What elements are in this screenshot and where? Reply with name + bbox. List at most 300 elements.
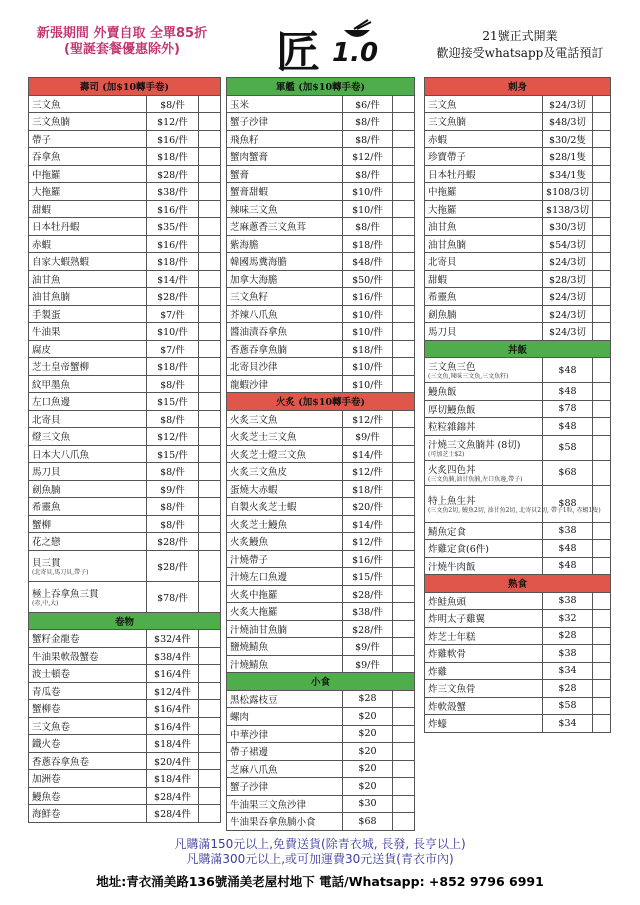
item-label: 馬刀貝	[428, 327, 457, 339]
item-label: 油甘魚	[32, 274, 61, 286]
item-price: $8/件	[147, 95, 199, 113]
item-name	[227, 410, 343, 428]
menu-row	[425, 645, 611, 663]
item-label: 帶子裙邊	[230, 747, 269, 759]
section-header-gunkan: 軍艦 (加$10轉手卷)	[227, 78, 415, 96]
donburi-list	[425, 358, 611, 575]
menu-row	[227, 445, 415, 463]
item-price: $14/件	[147, 270, 199, 288]
item-label: 劍魚腩	[32, 484, 61, 496]
item-label: 希靈魚	[32, 502, 61, 514]
item-name	[29, 665, 147, 683]
menu-row	[29, 410, 221, 428]
menu-row	[227, 323, 415, 341]
menu-row	[29, 463, 221, 481]
menu-row	[425, 418, 611, 436]
menu-row	[29, 393, 221, 411]
item-price: $12/件	[343, 463, 393, 481]
menu-row	[227, 463, 415, 481]
menu-row	[227, 813, 415, 831]
menu-row	[227, 428, 415, 446]
item-price: $38	[543, 645, 593, 663]
menu-row	[425, 592, 611, 610]
item-name	[425, 305, 543, 323]
menu-row	[227, 655, 415, 673]
menu-row	[29, 235, 221, 253]
item-label: 炸蠔	[428, 719, 448, 731]
item-label: 三文魚	[428, 99, 457, 111]
item-name	[29, 647, 147, 665]
item-name	[227, 323, 343, 341]
item-name	[29, 630, 147, 648]
menu-row	[227, 795, 415, 813]
menu-row	[425, 288, 611, 306]
item-name	[227, 708, 343, 726]
menu-row	[227, 708, 415, 726]
item-label: 蟹子沙律	[230, 117, 269, 129]
item-label: 牛油果吞拿魚腩小食	[230, 817, 316, 829]
item-name	[227, 288, 343, 306]
menu-row	[29, 752, 221, 770]
item-price: $16/4件	[147, 700, 199, 718]
item-price: $18/件	[147, 358, 199, 376]
item-label: 厚切鰻魚飯	[428, 404, 476, 416]
item-price: $68	[343, 813, 393, 831]
delivery-line-1: 凡購滿150元以上,免費送貨(除青衣城, 長發, 長亨以上)	[174, 837, 466, 851]
menu-row	[29, 665, 221, 683]
menu-row	[425, 485, 611, 522]
item-price: $24/3切	[543, 323, 593, 341]
item-name	[29, 130, 147, 148]
menu-row	[227, 218, 415, 236]
item-label: 汁燒油甘魚腩	[230, 624, 288, 636]
item-label: 紋甲墨魚	[32, 379, 71, 391]
item-label: 汁燒鯖魚	[230, 659, 269, 671]
menu-row	[425, 680, 611, 698]
menu-row	[425, 540, 611, 558]
item-name	[227, 585, 343, 603]
item-name	[227, 463, 343, 481]
item-price: $12/4件	[147, 682, 199, 700]
item-name	[425, 680, 543, 698]
item-price: $48	[543, 540, 593, 558]
item-name	[29, 235, 147, 253]
menu-row	[227, 253, 415, 271]
menu-row	[425, 165, 611, 183]
item-price: $14/件	[343, 515, 393, 533]
item-price: $15/件	[343, 568, 393, 586]
item-label: 飛魚籽	[230, 134, 259, 146]
item-price: $16/件	[147, 200, 199, 218]
item-label: 油甘魚腩	[32, 292, 71, 304]
item-name	[227, 113, 343, 131]
item-label: 赤蝦	[428, 134, 448, 146]
item-price: $108/3切	[543, 183, 593, 201]
section-header-snacks: 小食	[227, 673, 415, 691]
item-label: 油甘魚	[428, 222, 457, 234]
item-name	[425, 323, 543, 341]
item-label: 花之戀	[32, 537, 61, 549]
item-price: $9/件	[343, 655, 393, 673]
item-label: 三文魚	[32, 99, 61, 111]
item-price: $48/3切	[543, 113, 593, 131]
menu-row	[29, 498, 221, 516]
item-label: 特上魚生丼	[428, 495, 476, 507]
item-label: 玉米	[230, 99, 250, 111]
menu-row	[425, 557, 611, 575]
item-note: (三文魚腩,油甘魚腩,左口魚邊,帶子)	[428, 475, 523, 483]
menu-row	[29, 428, 221, 446]
menu-row	[227, 603, 415, 621]
item-label: 汁燒牛肉飯	[428, 561, 476, 573]
menu-row	[29, 647, 221, 665]
item-label: 炸芝士年糕	[428, 631, 476, 643]
menu-row	[227, 95, 415, 113]
item-price: $38	[543, 522, 593, 540]
item-price: $16/4件	[147, 717, 199, 735]
item-label: 日本大八爪魚	[32, 449, 90, 461]
item-name	[29, 305, 147, 323]
item-label: 希靈魚	[428, 292, 457, 304]
item-price: $30/3切	[543, 218, 593, 236]
item-price: $8/件	[343, 218, 393, 236]
item-label: 蛋燒大赤蝦	[230, 484, 278, 496]
item-name	[425, 557, 543, 575]
section-header-donburi: 丼飯	[425, 340, 611, 358]
menu-row	[29, 358, 221, 376]
item-price: $20	[343, 708, 393, 726]
item-label: 腐皮	[32, 344, 52, 356]
item-price: $10/件	[343, 305, 393, 323]
item-name	[227, 148, 343, 166]
menu-row	[29, 682, 221, 700]
aburi-list	[227, 410, 415, 673]
item-label: 螺肉	[230, 712, 250, 724]
item-label: 芝士皇帝蟹柳	[32, 362, 90, 374]
menu-row	[425, 200, 611, 218]
menu-row	[29, 735, 221, 753]
menu-row	[227, 183, 415, 201]
item-name	[425, 610, 543, 628]
item-name	[227, 428, 343, 446]
item-label: 炸軟殼蟹	[428, 701, 467, 713]
item-label: 中拖羅	[428, 187, 457, 199]
item-name	[227, 498, 343, 516]
menu-row	[425, 253, 611, 271]
item-label: 芝麻蔥香三文魚茸	[230, 222, 307, 234]
item-price: $28/3切	[543, 270, 593, 288]
item-label: 炸雞定食(6件)	[428, 544, 489, 556]
sushi-list	[29, 95, 221, 550]
item-label: 蟹膏甜蝦	[230, 187, 269, 199]
item-name	[227, 655, 343, 673]
section-header-rolls: 卷物	[29, 612, 221, 630]
item-name	[425, 540, 543, 558]
item-label: 黑松露枝豆	[230, 694, 278, 706]
item-label: 火炙三文魚	[230, 414, 278, 426]
promo-banner	[22, 26, 222, 58]
logo-version: 1.0	[332, 38, 379, 68]
item-name	[227, 95, 343, 113]
item-label: 甜蝦	[32, 204, 52, 216]
item-name	[29, 770, 147, 788]
item-price: $54/3切	[543, 235, 593, 253]
menu-row	[29, 375, 221, 393]
menu-row	[425, 148, 611, 166]
item-name	[227, 620, 343, 638]
item-name	[425, 627, 543, 645]
item-name	[29, 148, 147, 166]
item-name	[29, 183, 147, 201]
menu-row	[425, 697, 611, 715]
item-note: (赤,中,大)	[32, 599, 59, 607]
item-name	[29, 393, 147, 411]
item-name	[227, 533, 343, 551]
item-label: 赤蝦	[32, 239, 52, 251]
item-price: $12/件	[343, 410, 393, 428]
item-price: $138/3切	[543, 200, 593, 218]
menu-row	[227, 410, 415, 428]
item-price: $28/件	[147, 288, 199, 306]
item-label: 海鮮卷	[32, 809, 61, 821]
menu-row	[227, 690, 415, 708]
item-name	[425, 460, 543, 485]
menu-row	[29, 787, 221, 805]
item-price: $9/件	[343, 638, 393, 656]
menu-row	[425, 715, 611, 733]
item-label: 三文魚卷	[32, 721, 71, 733]
menu-row	[227, 550, 415, 568]
item-name	[425, 592, 543, 610]
item-price: $15/件	[147, 393, 199, 411]
menu-row	[425, 183, 611, 201]
item-label: 火炙大拖羅	[230, 607, 278, 619]
item-label: 紫海膽	[230, 239, 259, 251]
item-note: (三文魚2切, 鰻魚2切, 油甘魚2切, 北寄貝2切, 帶子1粒, 赤蝦1隻)	[428, 506, 601, 514]
item-label: 韓國馬糞海膽	[230, 257, 288, 269]
item-label: 蟹籽金龍卷	[32, 634, 80, 646]
item-label: 自家大蝦熟蝦	[32, 257, 90, 269]
item-name	[29, 533, 147, 551]
item-name	[227, 480, 343, 498]
item-price: $16/4件	[147, 665, 199, 683]
item-price: $28/件	[343, 585, 393, 603]
menu-row	[29, 340, 221, 358]
item-name	[29, 95, 147, 113]
item-name	[227, 778, 343, 796]
item-price: $12/件	[343, 148, 393, 166]
item-price: $48	[543, 557, 593, 575]
delivery-notice	[0, 837, 640, 867]
item-label: 大拖羅	[428, 204, 457, 216]
item-price: $50/件	[343, 270, 393, 288]
item-name	[425, 95, 543, 113]
menu-column-3	[424, 77, 610, 733]
item-price: $8/件	[147, 498, 199, 516]
menu-row	[227, 130, 415, 148]
item-price: $34/1隻	[543, 165, 593, 183]
item-name	[425, 288, 543, 306]
item-price: $34	[543, 662, 593, 680]
promo-line-2: (聖誕套餐優惠除外)	[64, 42, 180, 57]
menu-row	[425, 130, 611, 148]
logo-kanji: 匠	[276, 27, 318, 78]
item-name	[425, 522, 543, 540]
item-label: 貝三貫	[32, 557, 61, 569]
menu-row	[29, 533, 221, 551]
item-name	[227, 515, 343, 533]
item-price: $9/件	[343, 428, 393, 446]
item-label: 鰻魚飯	[428, 387, 457, 399]
menu-row	[29, 130, 221, 148]
menu-row	[227, 165, 415, 183]
item-price: $34	[543, 715, 593, 733]
item-label: 芝麻八爪魚	[230, 764, 278, 776]
item-label: 帶子	[32, 134, 52, 146]
item-name	[29, 428, 147, 446]
menu-row	[29, 270, 221, 288]
item-name	[29, 700, 147, 718]
menu-row	[425, 305, 611, 323]
menu-row	[425, 662, 611, 680]
item-name	[227, 358, 343, 376]
item-name	[227, 550, 343, 568]
menu-row	[425, 383, 611, 401]
item-price: $20/件	[343, 498, 393, 516]
item-name	[227, 130, 343, 148]
item-label: 加洲卷	[32, 774, 61, 786]
item-label: 火炙鰻魚	[230, 537, 269, 549]
item-label: 劍魚腩	[428, 309, 457, 321]
menu-row	[425, 400, 611, 418]
fried-list	[425, 592, 611, 732]
item-price: $20	[343, 725, 393, 743]
item-label: 馬刀貝	[32, 467, 61, 479]
item-price: $8/件	[147, 515, 199, 533]
item-price: $18/件	[343, 480, 393, 498]
item-name	[29, 340, 147, 358]
item-name	[425, 218, 543, 236]
section-header-sashimi: 刺身	[425, 78, 611, 96]
menu-row	[29, 581, 221, 612]
item-price: $28/4件	[147, 787, 199, 805]
menu-row	[227, 340, 415, 358]
item-price: $30	[343, 795, 393, 813]
item-label: 火炙芝士三文魚	[230, 432, 297, 444]
item-price: $8/件	[147, 410, 199, 428]
item-label: 油甘魚腩	[428, 239, 467, 251]
item-name	[227, 200, 343, 218]
item-price: $38/件	[343, 603, 393, 621]
menu-row	[425, 95, 611, 113]
menu-row	[227, 743, 415, 761]
item-name	[227, 183, 343, 201]
item-price: $10/件	[343, 358, 393, 376]
item-price: $35/件	[147, 218, 199, 236]
item-price: $48	[543, 418, 593, 436]
item-name	[29, 805, 147, 823]
item-label: 鰻魚卷	[32, 791, 61, 803]
item-price: $24/3切	[543, 95, 593, 113]
menu-row	[425, 358, 611, 383]
item-name	[227, 813, 343, 831]
opening-notice	[420, 28, 620, 62]
item-name	[29, 288, 147, 306]
menu-row	[29, 148, 221, 166]
restaurant-logo	[276, 14, 386, 78]
menu-row	[29, 165, 221, 183]
item-name	[227, 235, 343, 253]
item-name	[425, 715, 543, 733]
item-label: 龍蝦沙律	[230, 379, 269, 391]
item-price: $18/4件	[147, 770, 199, 788]
item-label: 汁燒帶子	[230, 554, 269, 566]
item-price: $58	[543, 697, 593, 715]
item-label: 大拖羅	[32, 187, 61, 199]
item-name	[227, 603, 343, 621]
item-price: $88	[543, 485, 593, 522]
item-price: $10/件	[343, 183, 393, 201]
menu-row	[227, 305, 415, 323]
item-label: 中拖羅	[32, 169, 61, 181]
item-label: 鐵火卷	[32, 739, 61, 751]
item-price: $10/件	[343, 200, 393, 218]
item-name	[29, 735, 147, 753]
item-price: $20/4件	[147, 752, 199, 770]
item-price: $16/件	[147, 130, 199, 148]
item-name	[29, 682, 147, 700]
menu-row	[227, 585, 415, 603]
item-name	[227, 253, 343, 271]
item-label: 汁燒三文魚腩丼 (8切)	[428, 439, 521, 451]
item-name	[425, 697, 543, 715]
item-price: $28	[343, 690, 393, 708]
item-name	[227, 270, 343, 288]
item-price: $18/件	[343, 235, 393, 253]
item-note: (北寄貝,馬刀貝,帶子)	[32, 568, 89, 576]
item-label: 自製火炙芝士蝦	[230, 502, 297, 514]
gunkan-list	[227, 95, 415, 393]
menu-row	[29, 717, 221, 735]
menu-row	[29, 253, 221, 271]
item-name	[227, 690, 343, 708]
item-label: 三文魚三色	[428, 362, 476, 373]
item-label: 蟹柳	[32, 519, 52, 531]
item-label: 蟹肉蟹膏	[230, 152, 269, 164]
item-name	[29, 480, 147, 498]
item-label: 北寄貝沙律	[230, 362, 278, 374]
item-price: $78	[543, 400, 593, 418]
item-price: $10/件	[147, 323, 199, 341]
item-name	[29, 218, 147, 236]
item-name	[29, 270, 147, 288]
menu-row	[29, 445, 221, 463]
item-name	[425, 253, 543, 271]
item-price: $38/件	[147, 183, 199, 201]
item-price: $14/件	[343, 445, 393, 463]
item-note: (可加芝士$2)	[428, 450, 465, 458]
item-label: 左口魚邊	[32, 397, 71, 409]
item-name	[29, 375, 147, 393]
item-name	[425, 165, 543, 183]
item-price: $24/3切	[543, 288, 593, 306]
item-label: 香蔥吞拿魚卷	[32, 756, 90, 768]
item-name	[227, 638, 343, 656]
item-price: $18/4件	[147, 735, 199, 753]
menu-column-1	[28, 77, 220, 823]
menu-row	[227, 778, 415, 796]
item-name	[425, 113, 543, 131]
